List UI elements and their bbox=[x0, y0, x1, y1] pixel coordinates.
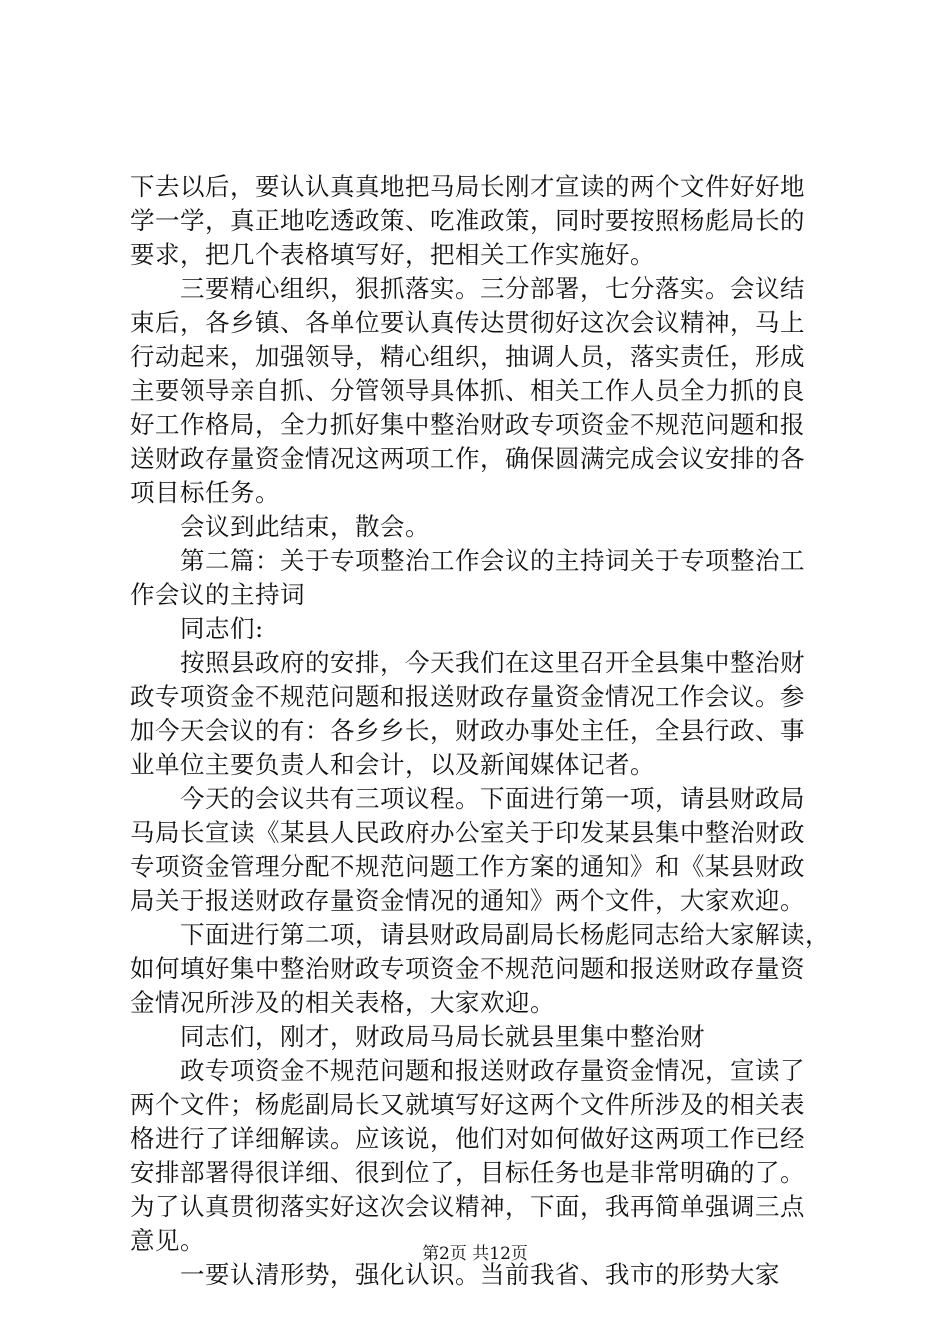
text-line: 为了认真贯彻落实好这次会议精神，下面，我再简单强调三点 bbox=[130, 1192, 805, 1221]
text-line: 业单位主要负责人和会计，以及新闻媒体记者。 bbox=[130, 750, 655, 779]
text-line: 三要精心组织，狠抓落实。三分部署，七分落实。会议结 bbox=[180, 274, 805, 303]
text-line: 学一学，真正地吃透政策、吃准政策，同时要按照杨彪局长的 bbox=[130, 206, 805, 235]
document-body bbox=[130, 170, 830, 1292]
text-line: 同志们，刚才，财政局马局长就县里集中整治财 bbox=[180, 1022, 705, 1051]
text-line: 安排部署得很详细、很到位了，目标任务也是非常明确的了。 bbox=[130, 1158, 805, 1187]
text-line: 两个文件；杨彪副局长又就填写好这两个文件所涉及的相关表 bbox=[130, 1090, 805, 1119]
text-line: 行动起来，加强领导，精心组织，抽调人员，落实责任，形成 bbox=[130, 342, 805, 371]
text-line: 如何填好集中整治财政专项资金不规范问题和报送财政存量资 bbox=[130, 954, 805, 983]
text-line: 按照县政府的安排，今天我们在这里召开全县集中整治财 bbox=[180, 648, 805, 677]
page-number-footer: 第2页 共12页 bbox=[422, 1244, 528, 1264]
text-line: 马局长宣读《某县人民政府办公室关于印发某县集中整治财政 bbox=[130, 818, 805, 847]
text-line: 政专项资金不规范问题和报送财政存量资金情况，宣读了 bbox=[180, 1056, 805, 1085]
text-line: 束后，各乡镇、各单位要认真传达贯彻好这次会议精神，马上 bbox=[130, 308, 805, 337]
text-line: 要求，把几个表格填写好，把相关工作实施好。 bbox=[130, 240, 655, 269]
text-line: 项目标任务。 bbox=[130, 478, 280, 507]
text-line: 格进行了详细解读。应该说，他们对如何做好这两项工作已经 bbox=[130, 1124, 805, 1153]
text-line: 加今天会议的有：各乡乡长，财政办事处主任，全县行政、事 bbox=[130, 716, 805, 745]
text-line: 好工作格局，全力抓好集中整治财政专项资金不规范问题和报 bbox=[130, 410, 805, 439]
text-line: 局关于报送财政存量资金情况的通知》两个文件，大家欢迎。 bbox=[130, 886, 805, 915]
text-line: 一要认清形势，强化认识。当前我省、我市的形势大家 bbox=[180, 1260, 780, 1289]
text-line: 第二篇：关于专项整治工作会议的主持词关于专项整治工 bbox=[180, 546, 805, 575]
text-line: 会议到此结束，散会。 bbox=[180, 512, 430, 541]
text-line: 作会议的主持词 bbox=[130, 580, 305, 609]
text-line: 主要领导亲自抓、分管领导具体抓、相关工作人员全力抓的良 bbox=[130, 376, 805, 405]
text-line: 意见。 bbox=[130, 1226, 205, 1255]
text-line: 专项资金管理分配不规范问题工作方案的通知》和《某县财政 bbox=[130, 852, 805, 881]
text-line: 金情况所涉及的相关表格，大家欢迎。 bbox=[130, 988, 555, 1017]
text-line: 今天的会议共有三项议程。下面进行第一项，请县财政局 bbox=[180, 784, 805, 813]
text-line: 政专项资金不规范问题和报送财政存量资金情况工作会议。参 bbox=[130, 682, 805, 711]
text-line: 同志们: bbox=[180, 614, 264, 643]
text-line: 下去以后，要认认真真地把马局长刚才宣读的两个文件好好地 bbox=[130, 172, 805, 201]
text-line: 送财政存量资金情况这两项工作，确保圆满完成会议安排的各 bbox=[130, 444, 805, 473]
text-line: 下面进行第二项，请县财政局副局长杨彪同志给大家解读， bbox=[180, 920, 830, 949]
